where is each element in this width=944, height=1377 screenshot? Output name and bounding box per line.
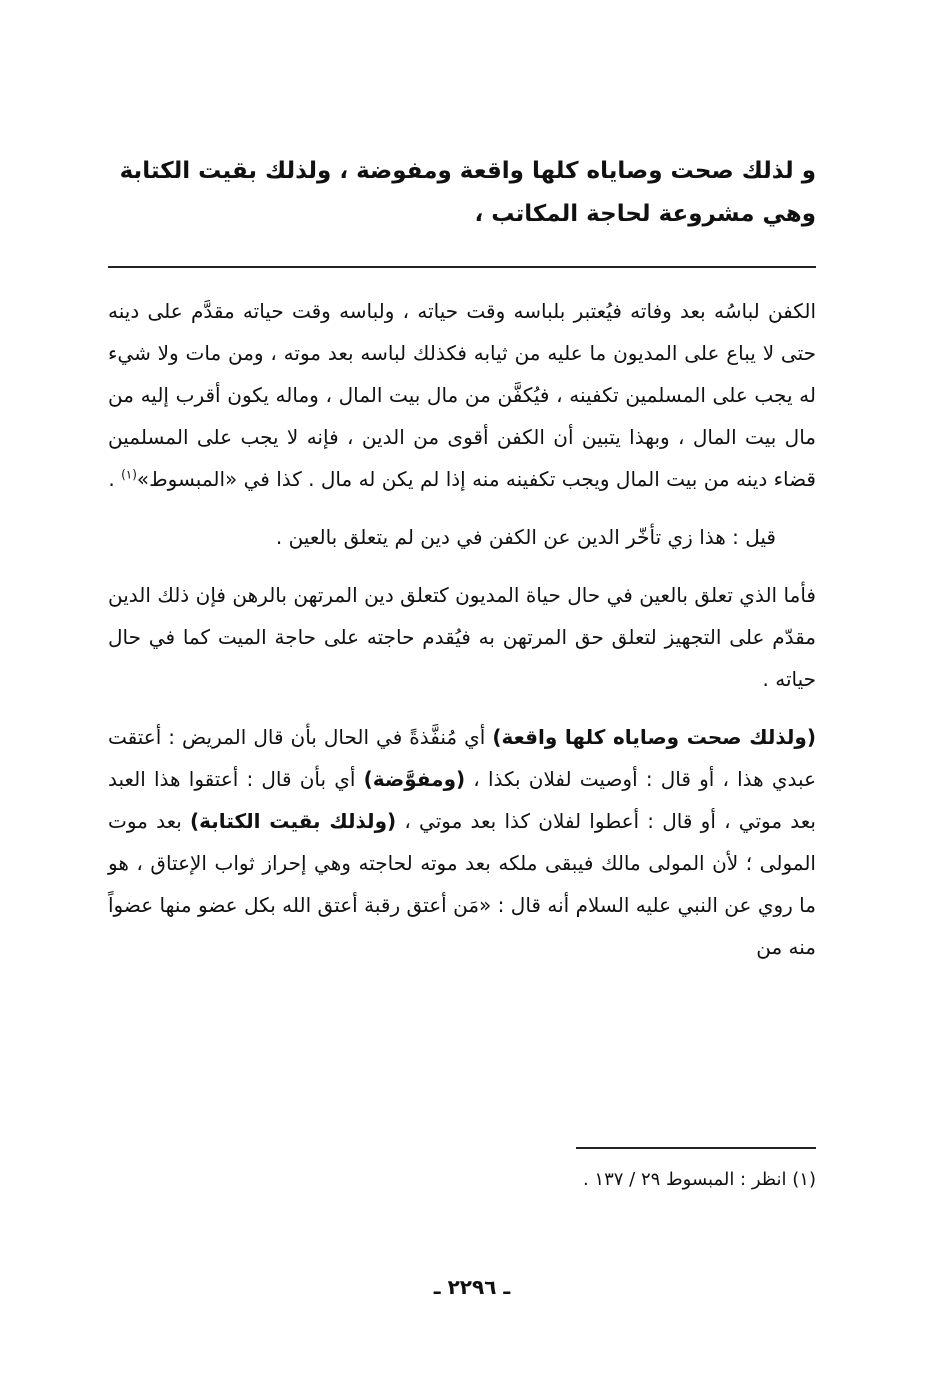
- matn-separator-rule: [108, 266, 816, 268]
- matn-quote-3: (ولذلك بقيت الكتابة): [190, 809, 397, 833]
- sharh-paragraph-4-text-2: أي بأن قال : أعتقوا هذا العبد بعد موتي ، أو قال : أعطوا لفلان كذا بعد موتي ،: [108, 767, 816, 833]
- matn-quote-1: (ولذلك صحت وصاياه كلها واقعة): [492, 725, 816, 749]
- sharh-paragraph-1-text: الكفن لباسُه بعد وفاته فيُعتبر بلباسه وقت حياته ، ولباسه وقت حياته مقدَّم على دينه حتى لا يباع على المديون ما عليه من ثيابه فكذلك لباسه بعد موته ، ومن مات ولا شيء له يجب على المسلمين تكفينه ، فيُكفَّن من مال بيت المال ، وماله يكون أقرب إليه من مال بيت المال ، وبهذا يتبين أن الكفن أقوى من الدين ، فإنه لا يجب على المسلمين قضاء دينه من بيت المال ويجب تكفينه منه إذا لم يكن له مال . كذا في «المبسوط»: [108, 299, 816, 491]
- sharh-paragraph-4: [108, 716, 816, 968]
- matn-line-2: وهي مشروعة لحاجة المكاتب ،: [474, 201, 816, 227]
- matn-quote-2: (ومفوَّضة): [363, 767, 466, 791]
- sharh-paragraph-4-text-3: بعد موت المولى ؛ لأن المولى مالك فيبقى ملكه بعد موته لحاجته وهي إحراز ثواب الإعتاق ، هو ما روي عن النبي عليه السلام أنه قال : «مَن أعتق رقبة أعتق الله بكل عضو منها عضواً منه من: [108, 809, 816, 959]
- sharh-paragraph-3: فأما الذي تعلق بالعين في حال حياة المديون كتعلق دين المرتهن بالرهن فإن ذلك الدين مقدّم على التجهيز لتعلق حق المرتهن به فيُقدم حاجته على حاجة الميت كما في حال حياته .: [108, 583, 816, 691]
- sharh-paragraph-1-end: .: [108, 467, 122, 491]
- footnote-separator-rule: [576, 1147, 816, 1149]
- matn-line-1: و لذلك صحت وصاياه كلها واقعة ومفوضة ، ولذلك بقيت الكتابة: [119, 158, 816, 184]
- footnote-1: (١) انظر : المبسوط ٢٩ / ١٣٧ .: [582, 1169, 816, 1190]
- sharh-text: [108, 290, 816, 968]
- sharh-paragraph-4-text-1: أي مُنفَّذةً في الحال بأن قال المريض : أعتقت عبدي هذا ، أو قال : أوصيت لفلان بكذا ،: [108, 725, 816, 791]
- footnotes: [108, 1163, 816, 1197]
- matn-text: [108, 150, 816, 236]
- page-number: ـ ٢٢٩٦ ـ: [433, 1275, 511, 1299]
- sharh-paragraph-2: قيل : هذا زي تأخّر الدين عن الكفن في دين لم يتعلق بالعين .: [275, 525, 776, 549]
- footnote-ref-1: (١): [121, 467, 137, 482]
- sharh-paragraph-1: [108, 290, 816, 500]
